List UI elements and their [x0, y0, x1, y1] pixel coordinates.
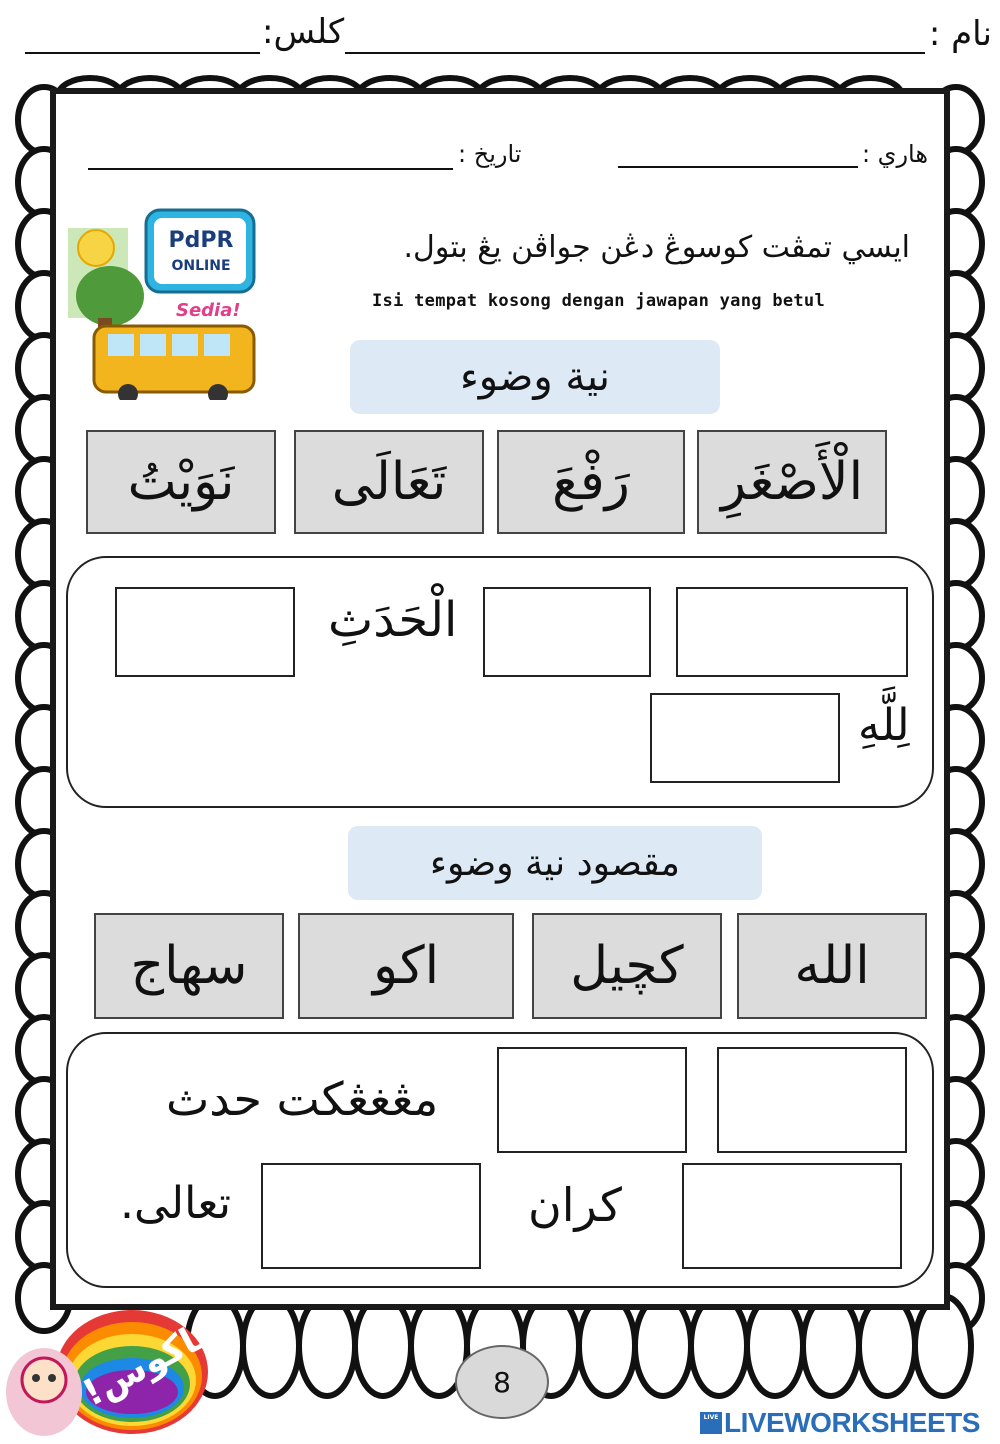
day-line[interactable] [618, 166, 858, 168]
instruction-jawi: ايسي تمڤت كوسوڠ دڠن جواڤن يڠ بتول. [403, 230, 910, 265]
day-label: هاري : [861, 140, 928, 168]
word-card-allah[interactable]: الله [737, 913, 927, 1019]
scallop-bottom [243, 1296, 299, 1396]
answer-box-7[interactable] [682, 1163, 902, 1269]
date-label: تاريخ : [458, 140, 522, 168]
answer-box-2[interactable] [483, 587, 651, 677]
scallop-bottom [635, 1296, 691, 1396]
scallop-bottom [859, 1296, 915, 1396]
fixed-word-al-hadathi: الْحَدَثِ [328, 592, 458, 648]
word-card-nawaitu[interactable]: نَوَيْتُ [86, 430, 276, 534]
answer-box-6[interactable] [497, 1047, 687, 1153]
section2-title-box [348, 826, 762, 900]
answer-box-5[interactable] [717, 1047, 907, 1153]
answer-box-4[interactable] [650, 693, 840, 783]
scallop-bottom [915, 1296, 971, 1396]
word-card-kecil[interactable]: كچيل [532, 913, 722, 1019]
answer-box-8[interactable] [261, 1163, 481, 1269]
scallop-bottom [691, 1296, 747, 1396]
pdpr-online-logo [68, 208, 258, 400]
brand-badge: LIVE [700, 1412, 722, 1434]
fixed-word-taala: تعالى. [120, 1178, 231, 1229]
word-card-aku[interactable]: اكو [298, 913, 514, 1019]
section1-title: نية وضوء [459, 354, 611, 400]
logo-text-online: ONLINE [171, 258, 231, 274]
instruction-rumi: Isi tempat kosong dengan jawapan yang betul [372, 291, 825, 311]
scallop-bottom [747, 1296, 803, 1396]
scallop-bottom [579, 1296, 635, 1396]
logo-text-sedia: Sedia! [176, 300, 241, 321]
section1-title-box [350, 340, 720, 414]
word-card-al-asghari[interactable]: الْأَصْغَرِ [697, 430, 887, 534]
scallop-bottom [803, 1296, 859, 1396]
name-label: نام : [928, 14, 992, 54]
date-line[interactable] [88, 168, 453, 170]
sticker-text: باكوس! [76, 1314, 217, 1415]
page-number-badge [455, 1345, 549, 1419]
fixed-word-kerana: كران [528, 1178, 622, 1232]
answer-box-3[interactable] [115, 587, 295, 677]
scallop-bottom [355, 1296, 411, 1396]
word-card-rafa[interactable]: رَفْعَ [497, 430, 685, 534]
brand-name: LIVEWORKSHEETS [724, 1407, 980, 1438]
logo-text-pdpr: PdPR [168, 228, 234, 253]
word-card-taala[interactable]: تَعَالَى [294, 430, 484, 534]
answer-box-1[interactable] [676, 587, 908, 677]
class-label: كلس: [262, 12, 345, 52]
liveworksheets-logo [700, 1408, 980, 1438]
fixed-word-lillahi: لِلَّهِ [858, 700, 910, 751]
scallop-bottom [299, 1296, 355, 1396]
word-card-sahaja[interactable]: سهاج [94, 913, 284, 1019]
bagus-sticker [4, 1306, 217, 1440]
section2-title: مقصود نية وضوء [430, 842, 680, 884]
fixed-word-mengangkat-hadas: مڠغڠكت حدث [166, 1072, 439, 1126]
page-number: 8 [493, 1365, 511, 1399]
